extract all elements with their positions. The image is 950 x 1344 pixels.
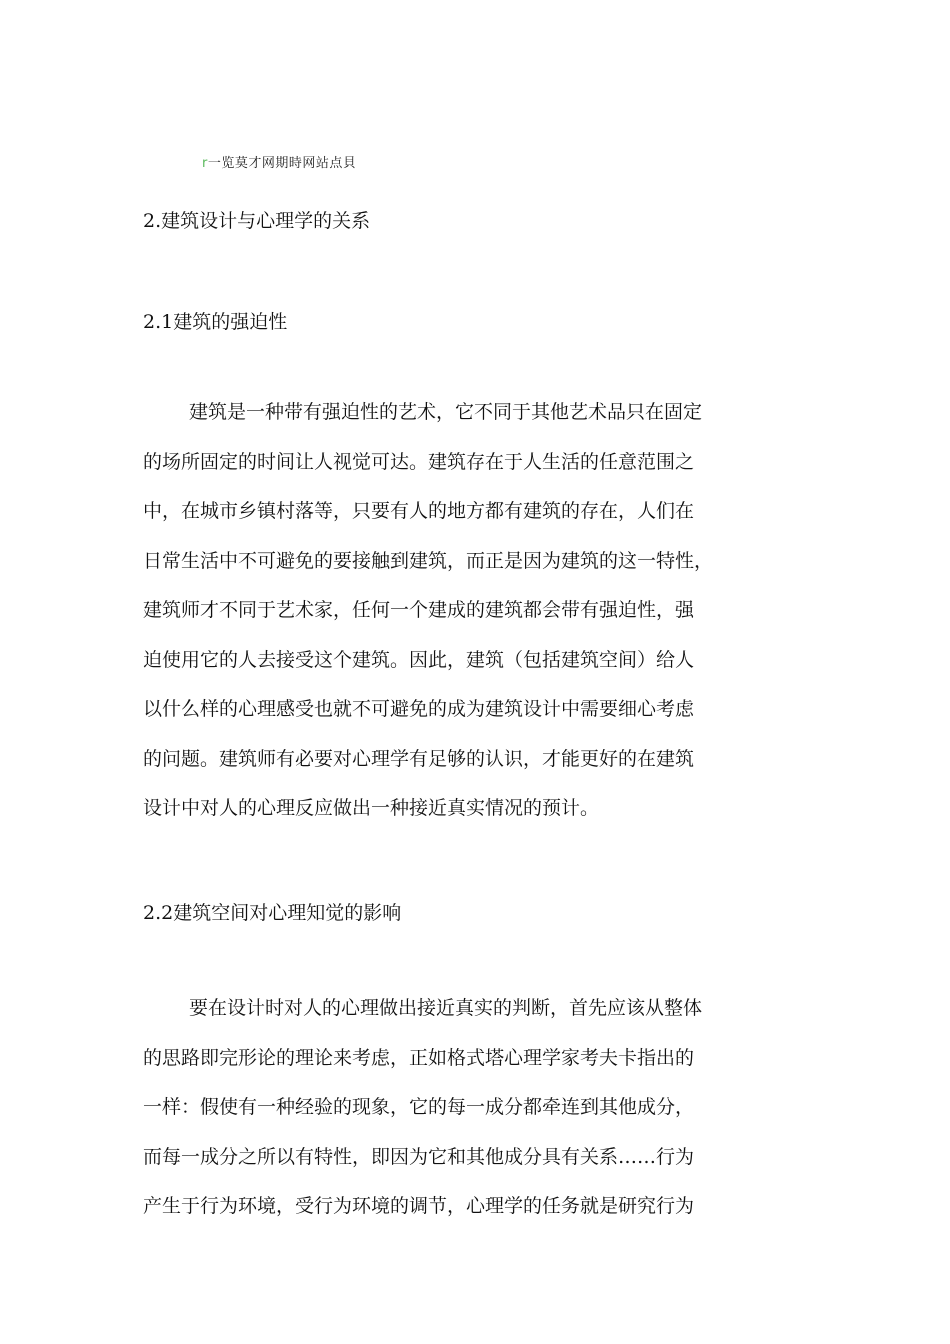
paragraph-2-1 (143, 388, 823, 834)
paragraph-line: 的场所固定的时间让人视觉可达。建筑存在于人生活的任意范围之 (143, 450, 695, 473)
paragraph-line: 以什么样的心理感受也就不可避免的成为建筑设计中需要细心考虑 (143, 698, 695, 720)
section-heading-2-2: 2.2建筑空间对心理知觉的影响 (143, 902, 402, 924)
paragraph-line: 而每一成分之所以有特性，即因为它和其他成分具有关系……行为 (143, 1145, 695, 1168)
paragraph-line: 建筑师才不同于艺术家，任何一个建成的建筑都会带有强迫性，强 (143, 599, 695, 621)
paragraph-line: 要在设计时对人的心理做出接近真实的判断，首先应该从整体 (189, 997, 703, 1019)
paragraph-line: 迫使用它的人去接受这个建筑。因此，建筑（包括建筑空间）给人 (143, 648, 695, 671)
header-text: 一览莫才网期時网站点貝 (207, 156, 357, 171)
paragraph-2-2 (143, 984, 823, 1232)
paragraph-line: 设计中对人的心理反应做出一种接近真实情况的预计。 (143, 797, 600, 819)
paragraph-line: 的问题。建筑师有必要对心理学有足够的认识，才能更好的在建筑 (143, 747, 695, 770)
paragraph-line: 建筑是一种带有强迫性的艺术，它不同于其他艺术品只在固定 (189, 401, 703, 423)
paragraph-line: 中，在城市乡镇村落等，只要有人的地方都有建筑的存在，人们在 (143, 500, 695, 522)
paragraph-line: 一样：假使有一种经验的现象，它的每一成分都牵连到其他成分， (143, 1096, 695, 1118)
section-heading-2: 2.建筑设计与心理学的关系 (143, 210, 371, 232)
paragraph-line: 产生于行为环境，受行为环境的调节，心理学的任务就是研究行为 (143, 1195, 695, 1217)
section-heading-2-1: 2.1建筑的强迫性 (143, 311, 288, 333)
paragraph-line: 日常生活中不可避免的要接触到建筑，而正是因为建筑的这一特性， (143, 549, 714, 572)
header-mark: r (202, 156, 208, 171)
page-header-note (202, 152, 356, 171)
paragraph-line: 的思路即完形论的理论来考虑，正如格式塔心理学家考夫卡指出的 (143, 1046, 695, 1069)
